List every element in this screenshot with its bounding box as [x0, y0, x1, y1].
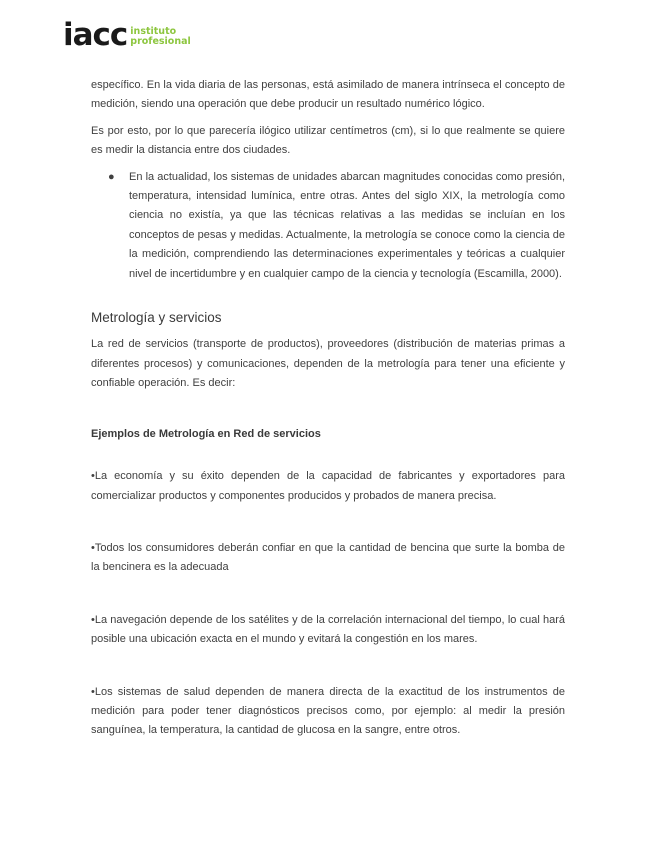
logo-line-2: profesional	[130, 36, 191, 47]
bullet-list	[91, 168, 565, 284]
bullet-text: En la actualidad, los sistemas de unidades abarcan magnitudes conocidas como presión, temperatura, intensidad lumínica, entre otras. Antes del siglo XIX, la metrología como ciencia no existía, ya que las técnicas relativas a las medidas se incluían en los conceptos de pesas y medidas. Actualmente, la metrología se conoce como la ciencia de la medición, comprendiendo las determinaciones experimentales y teóricas a cualquier nivel de incertidumbre y en cualquier campo de la ciencia y tecnología (Escamilla, 2000).	[129, 170, 565, 280]
section-intro: La red de servicios (transporte de productos), proveedores (distribución de materias primas a diferentes procesos) y comunicaciones, dependen de la metrología para tener una eficiente y confiable operación. Es decir:	[91, 338, 565, 390]
paragraph: Es por esto, por lo que parecería ilógico utilizar centímetros (cm), si lo que realmente se quiere es medir la distancia entre dos ciudades.	[91, 124, 565, 157]
bullet-dot: ●	[108, 170, 115, 183]
example-item: •Todos los consumidores deberán confiar en que la cantidad de bencina que surte la bomba de la bencinera es la adecuada	[91, 541, 565, 574]
document-body	[91, 76, 565, 741]
bullet-item	[108, 168, 565, 284]
logo-mark: iacc	[63, 17, 128, 53]
examples-heading: Ejemplos de Metrología en Red de servicios	[91, 427, 321, 440]
example-item: •La economía y su éxito dependen de la capacidad de fabricantes y exportadores para comercializar productos y componentes producidos y probados de manera precisa.	[91, 470, 565, 502]
logo-subtitle	[130, 27, 190, 47]
example-item: •La navegación depende de los satélites y de la correlación internacional del tiempo, lo cual hará posible una ubicación exacta en el mundo y evitará la congestión en los mares.	[91, 613, 565, 646]
iacc-logo	[63, 17, 191, 53]
logo-line-1: instituto	[130, 26, 177, 37]
section-heading: Metrología y servicios	[91, 310, 222, 326]
example-item: •Los sistemas de salud dependen de manera directa de la exactitud de los instrumentos de medición para poder tener diagnósticos precisos como, por ejemplo: al medir la presión sanguínea, la temperatura, la cantidad de glucosa en la sangre, entre otros.	[91, 685, 565, 737]
paragraph: específico. En la vida diaria de las personas, está asimilado de manera intrínseca el concepto de medición, siendo una operación que debe producir un resultado numérico lógico.	[91, 79, 565, 111]
